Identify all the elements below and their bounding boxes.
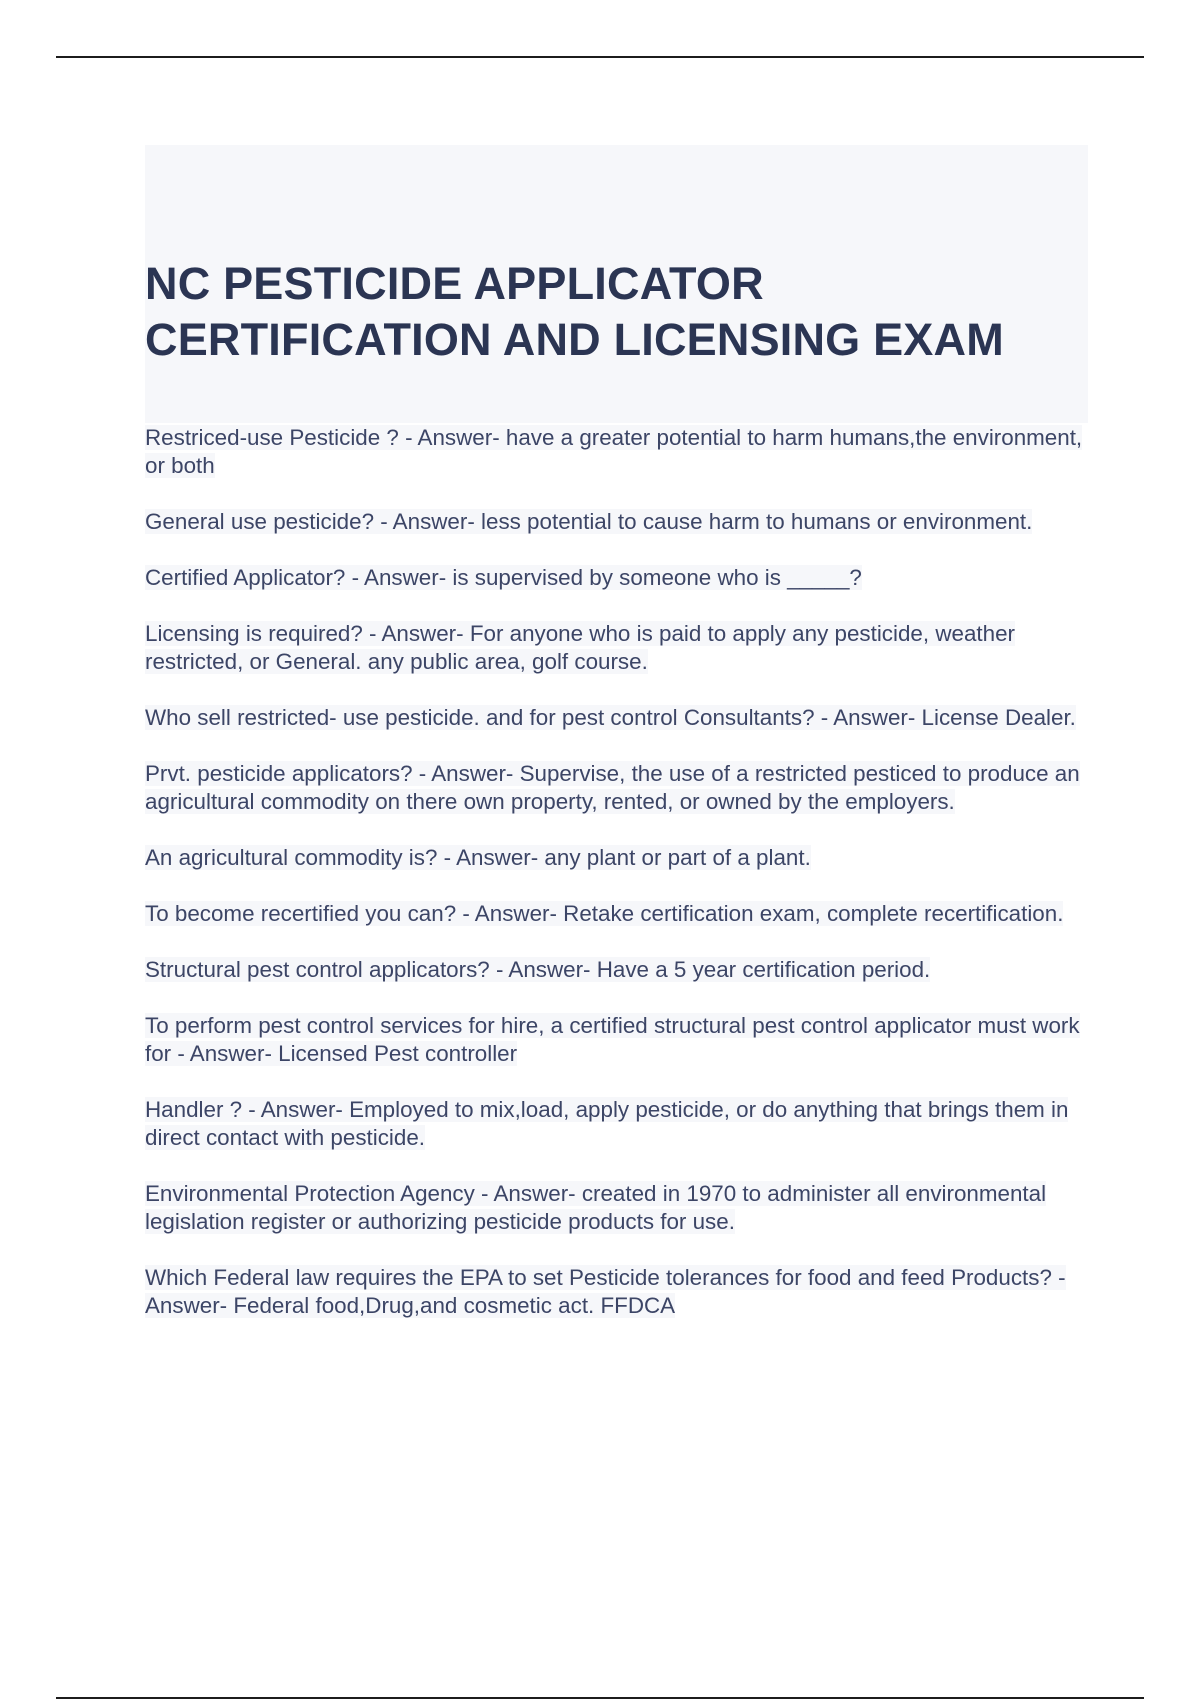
qa-text: Restriced-use Pesticide ? - Answer- have a greater potential to harm humans,the environment, or both xyxy=(145,425,1083,478)
qa-item xyxy=(145,620,1095,676)
qa-text: Prvt. pesticide applicators? - Answer- Supervise, the use of a restricted pesticed to produce an agricultural commodity on there own property, rented, or owned by the employers. xyxy=(145,761,1080,814)
qa-text: General use pesticide? - Answer- less potential to cause harm to humans or environment. xyxy=(145,509,1033,534)
qa-item xyxy=(145,1096,1095,1152)
qa-text: To become recertified you can? - Answer- Retake certification exam, complete recertification. xyxy=(145,901,1064,926)
document-title: NC PESTICIDE APPLICATOR CERTIFICATION AND LICENSING EXAM xyxy=(145,258,1004,365)
qa-text: Who sell restricted- use pesticide. and for pest control Consultants? - Answer- License Dealer. xyxy=(145,705,1076,730)
qa-item xyxy=(145,956,1095,984)
qa-item xyxy=(145,1012,1095,1068)
qa-item xyxy=(145,704,1095,732)
qa-item xyxy=(145,424,1095,480)
qa-item xyxy=(145,1264,1095,1320)
qa-text: Certified Applicator? - Answer- is supervised by someone who is _____? xyxy=(145,565,862,590)
qa-list xyxy=(145,424,1095,1348)
qa-text: An agricultural commodity is? - Answer- any plant or part of a plant. xyxy=(145,845,811,870)
qa-text: Licensing is required? - Answer- For anyone who is paid to apply any pesticide, weather restricted, or General. any public area, golf course. xyxy=(145,621,1015,674)
qa-text: Handler ? - Answer- Employed to mix,load, apply pesticide, or do anything that brings them in direct contact with pesticide. xyxy=(145,1097,1069,1150)
qa-item xyxy=(145,508,1095,536)
qa-text: Structural pest control applicators? - Answer- Have a 5 year certification period. xyxy=(145,957,931,982)
qa-text: Which Federal law requires the EPA to set Pesticide tolerances for food and feed Products? - Answer- Federal food,Drug,and cosmetic act. FFDCA xyxy=(145,1265,1066,1318)
qa-item xyxy=(145,844,1095,872)
qa-item xyxy=(145,900,1095,928)
qa-item xyxy=(145,760,1095,816)
qa-text: To perform pest control services for hire, a certified structural pest control applicator must work for - Answer- Licensed Pest controller xyxy=(145,1013,1080,1066)
top-rule xyxy=(56,56,1144,58)
qa-text: Environmental Protection Agency - Answer- created in 1970 to administer all environmental legislation register or authorizing pesticide products for use. xyxy=(145,1181,1047,1234)
bottom-rule xyxy=(56,1697,1144,1699)
qa-item xyxy=(145,564,1095,592)
qa-item xyxy=(145,1180,1095,1236)
